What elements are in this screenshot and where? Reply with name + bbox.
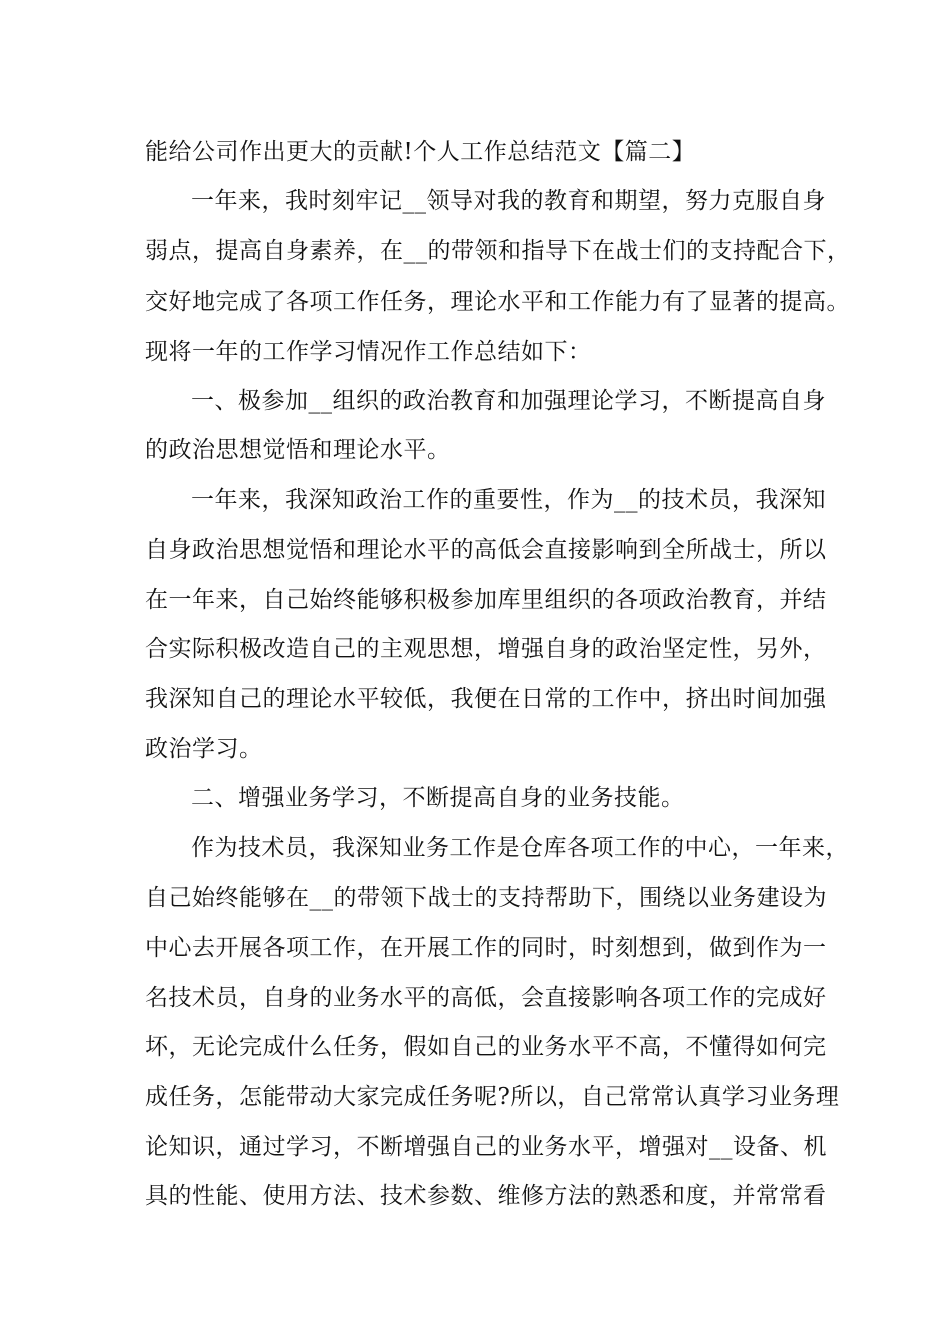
text-line: 名技术员，自身的业务水平的高低，会直接影响各项工作的完成好 — [145, 985, 827, 1011]
text-line: 自己始终能够在__的带领下战士的支持帮助下，围绕以业务建设为 — [145, 885, 827, 911]
text-line: 论知识，通过学习，不断增强自己的业务水平，增强对__设备、机 — [145, 1134, 827, 1160]
text-line: 成任务，怎能带动大家完成任务呢?所以，自己常常认真学习业务理 — [145, 1084, 840, 1110]
text-line: 弱点，提高自身素养，在__的带领和指导下在战士们的支持配合下， — [145, 238, 851, 264]
text-line: 一年来，我时刻牢记__领导对我的教育和期望，努力克服自身 — [191, 188, 826, 214]
text-line: 能给公司作出更大的贡献!个人工作总结范文【篇二】 — [145, 139, 696, 165]
text-line: 中心去开展各项工作，在开展工作的同时，时刻想到，做到作为一 — [145, 935, 827, 961]
text-line: 一、极参加__组织的政治教育和加强理论学习，不断提高自身 — [191, 388, 826, 414]
text-line: 坏，无论完成什么任务，假如自己的业务水平不高，不懂得如何完 — [145, 1034, 827, 1060]
text-line: 二、增强业务学习，不断提高自身的业务技能。 — [191, 785, 685, 811]
text-line: 现将一年的工作学习情况作工作总结如下： — [145, 339, 592, 365]
text-line: 自身政治思想觉悟和理论水平的高低会直接影响到全所战士，所以 — [145, 537, 827, 563]
text-line: 的政治思想觉悟和理论水平。 — [145, 437, 451, 463]
text-line: 交好地完成了各项工作任务，理论水平和工作能力有了显著的提高。 — [145, 289, 850, 315]
text-line: 在一年来，自己始终能够积极参加库里组织的各项政治教育，并结 — [145, 587, 827, 613]
text-line: 我深知自己的理论水平较低，我便在日常的工作中，挤出时间加强 — [145, 686, 827, 712]
text-line: 政治学习。 — [145, 736, 263, 762]
text-line: 一年来，我深知政治工作的重要性，作为__的技术员，我深知 — [191, 487, 826, 513]
text-line: 具的性能、使用方法、技术参数、维修方法的熟悉和度，并常常看 — [145, 1183, 827, 1209]
text-line: 合实际积极改造自己的主观思想，增强自身的政治坚定性，另外， — [145, 636, 827, 662]
text-line: 作为技术员，我深知业务工作是仓库各项工作的中心，一年来， — [191, 835, 849, 861]
